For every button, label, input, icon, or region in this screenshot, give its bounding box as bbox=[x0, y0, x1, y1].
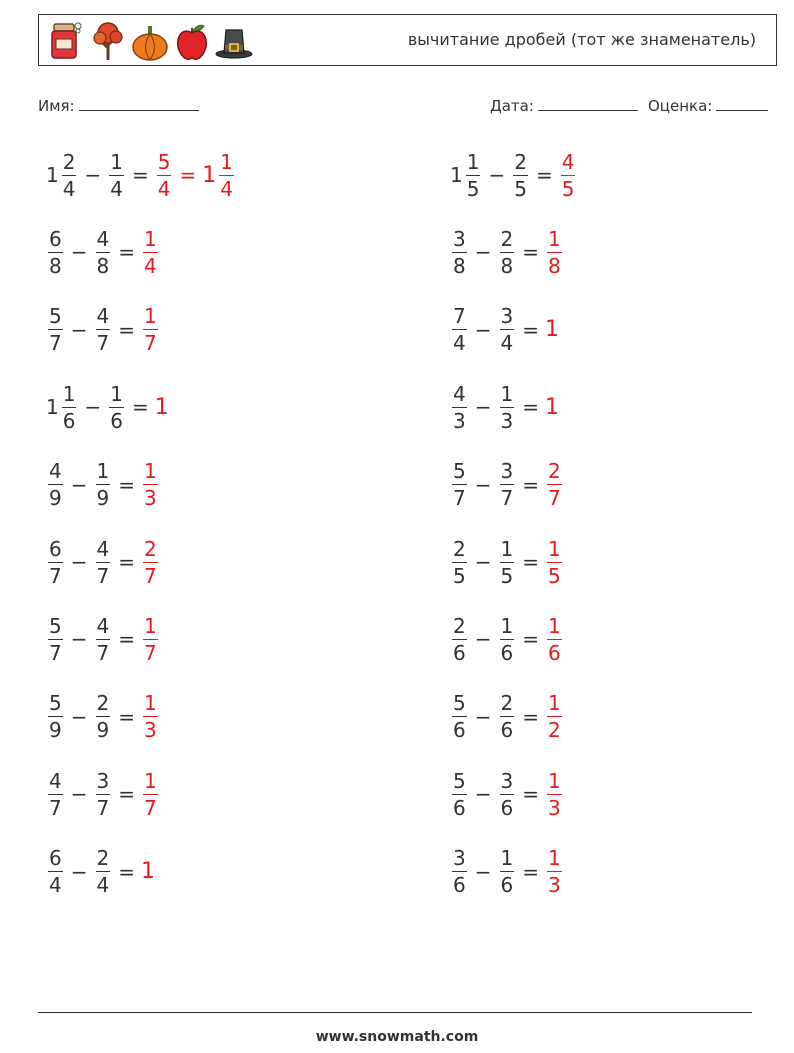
denominator: 5 bbox=[514, 176, 527, 201]
problem-15 bbox=[46, 685, 160, 749]
denominator: 9 bbox=[49, 718, 62, 743]
numerator: 3 bbox=[500, 304, 514, 329]
minus-sign: − bbox=[70, 472, 88, 497]
subtrahend-fraction bbox=[500, 226, 515, 278]
numerator: 2 bbox=[96, 691, 110, 716]
worksheet-title: вычитание дробей (тот же знаменатель) bbox=[407, 30, 756, 49]
minuend-fraction bbox=[48, 536, 63, 588]
numerator: 1 bbox=[96, 459, 110, 484]
numerator: 5 bbox=[49, 691, 62, 716]
equals-sign: = bbox=[118, 472, 135, 497]
equals-sign: = bbox=[131, 163, 149, 187]
problem-8 bbox=[450, 375, 559, 439]
answer-fraction bbox=[561, 149, 576, 201]
denominator: 8 bbox=[548, 253, 561, 278]
denominator: 6 bbox=[500, 718, 514, 743]
problem-4 bbox=[450, 220, 564, 284]
numerator: 1 bbox=[548, 691, 561, 716]
numerator: 2 bbox=[453, 613, 466, 638]
equals-sign: = bbox=[118, 782, 135, 807]
minuend-fraction bbox=[452, 536, 467, 588]
date-field bbox=[490, 96, 638, 115]
minus-sign: − bbox=[70, 782, 88, 807]
numerator: 3 bbox=[96, 768, 110, 793]
answer-fraction bbox=[143, 459, 158, 511]
denominator: 7 bbox=[49, 640, 62, 665]
denominator: 8 bbox=[500, 253, 514, 278]
problem-19 bbox=[46, 840, 155, 904]
minuend-whole: 1 bbox=[46, 395, 59, 420]
equals-sign-mixed: = bbox=[179, 163, 197, 187]
subtrahend-fraction bbox=[500, 768, 515, 820]
pilgrim-hat-icon bbox=[215, 20, 253, 62]
denominator: 4 bbox=[144, 253, 157, 278]
answer bbox=[155, 149, 236, 201]
minus-sign: − bbox=[474, 550, 492, 574]
answer-fraction bbox=[143, 226, 158, 278]
footer-url: www.snowmath.com bbox=[315, 1029, 479, 1045]
problem-9 bbox=[46, 453, 160, 517]
denominator: 5 bbox=[466, 176, 480, 201]
subtrahend-fraction bbox=[96, 459, 111, 511]
denominator: 3 bbox=[548, 795, 561, 820]
problem-3 bbox=[46, 220, 160, 284]
subtrahend-fraction bbox=[109, 149, 124, 201]
subtrahend-fraction bbox=[96, 304, 111, 356]
denominator: 7 bbox=[96, 795, 110, 820]
answer-fraction bbox=[547, 536, 562, 588]
subtrahend-fraction bbox=[513, 149, 528, 201]
numerator: 6 bbox=[49, 536, 62, 561]
subtrahend-fraction bbox=[500, 304, 515, 356]
numerator: 7 bbox=[453, 304, 466, 329]
footer-divider bbox=[38, 1012, 752, 1013]
denominator: 4 bbox=[62, 176, 76, 201]
answer-integer: 1 bbox=[141, 859, 155, 885]
denominator: 4 bbox=[500, 331, 514, 356]
denominator: 7 bbox=[96, 640, 110, 665]
header-icons bbox=[47, 20, 253, 62]
denominator: 7 bbox=[144, 331, 157, 356]
numerator: 5 bbox=[49, 304, 62, 329]
equals-sign: = bbox=[522, 627, 539, 652]
problem-2 bbox=[450, 143, 577, 207]
score-label: Оценка: bbox=[648, 97, 713, 115]
numerator: 1 bbox=[548, 846, 561, 871]
minus-sign: − bbox=[474, 704, 492, 729]
numerator: 4 bbox=[49, 459, 62, 484]
minuend-fraction bbox=[452, 459, 467, 511]
answer-fraction bbox=[143, 691, 158, 743]
denominator: 6 bbox=[548, 640, 561, 665]
numerator: 5 bbox=[453, 691, 466, 716]
minuend-fraction bbox=[48, 846, 63, 898]
problem-6 bbox=[450, 298, 559, 362]
answer bbox=[141, 536, 160, 588]
minuend-fraction bbox=[466, 149, 481, 201]
problem-16 bbox=[450, 685, 564, 749]
equals-sign: = bbox=[118, 704, 135, 729]
denominator: 6 bbox=[500, 640, 514, 665]
problem-13 bbox=[46, 607, 160, 671]
numerator: 6 bbox=[49, 846, 62, 871]
score-blank[interactable] bbox=[716, 96, 768, 111]
numerator: 1 bbox=[144, 613, 157, 638]
subtrahend-fraction bbox=[96, 536, 111, 588]
minuend-fraction bbox=[452, 381, 467, 433]
equals-sign: = bbox=[522, 859, 539, 884]
denominator: 9 bbox=[96, 718, 110, 743]
numerator: 4 bbox=[453, 381, 466, 406]
subtrahend-fraction bbox=[500, 381, 515, 433]
problem-1 bbox=[46, 143, 236, 207]
equals-sign: = bbox=[118, 550, 135, 574]
denominator: 7 bbox=[49, 331, 62, 356]
minuend-whole: 1 bbox=[450, 163, 463, 187]
answer bbox=[155, 395, 169, 420]
numerator: 1 bbox=[500, 613, 514, 638]
denominator: 7 bbox=[548, 486, 561, 511]
answer-fraction bbox=[547, 768, 562, 820]
minus-sign: − bbox=[474, 782, 492, 807]
denominator: 4 bbox=[453, 331, 466, 356]
minuend-fraction bbox=[452, 304, 467, 356]
minuend-fraction bbox=[62, 149, 77, 201]
answer bbox=[141, 691, 160, 743]
subtrahend-fraction bbox=[500, 536, 515, 588]
numerator: 4 bbox=[96, 536, 110, 561]
answer bbox=[545, 613, 564, 665]
answer bbox=[545, 536, 564, 588]
minus-sign: − bbox=[84, 163, 102, 187]
answer-fraction bbox=[547, 459, 562, 511]
answer bbox=[545, 395, 559, 420]
equals-sign: = bbox=[522, 704, 539, 729]
denominator: 4 bbox=[157, 176, 171, 201]
denominator: 3 bbox=[144, 718, 157, 743]
minuend-fraction bbox=[62, 381, 77, 433]
answer-fraction bbox=[547, 613, 562, 665]
numerator: 1 bbox=[144, 226, 157, 251]
date-label: Дата: bbox=[490, 97, 534, 115]
minuend-fraction bbox=[452, 613, 467, 665]
jam-jar-icon bbox=[47, 20, 85, 62]
answer bbox=[141, 613, 160, 665]
numerator: 1 bbox=[500, 536, 514, 561]
subtrahend-fraction bbox=[500, 459, 515, 511]
equals-sign: = bbox=[131, 395, 149, 420]
autumn-tree-icon bbox=[89, 20, 127, 62]
denominator: 6 bbox=[453, 640, 466, 665]
subtrahend-fraction bbox=[109, 381, 124, 433]
answer-fraction bbox=[143, 304, 158, 356]
numerator: 2 bbox=[500, 691, 514, 716]
denominator: 3 bbox=[453, 408, 466, 433]
header-box bbox=[38, 14, 777, 66]
denominator: 3 bbox=[548, 873, 561, 898]
denominator: 5 bbox=[500, 563, 514, 588]
equals-sign: = bbox=[118, 317, 135, 342]
numerator: 3 bbox=[453, 846, 466, 871]
denominator: 6 bbox=[110, 408, 123, 433]
pumpkin-icon bbox=[131, 20, 169, 62]
answer-integer: 1 bbox=[545, 394, 559, 420]
numerator: 4 bbox=[49, 768, 62, 793]
numerator: 1 bbox=[548, 226, 561, 251]
equals-sign: = bbox=[118, 240, 135, 265]
numerator: 1 bbox=[144, 691, 157, 716]
denominator: 4 bbox=[220, 176, 233, 201]
numerator: 4 bbox=[561, 149, 575, 174]
numerator: 2 bbox=[453, 536, 466, 561]
numerator: 2 bbox=[62, 149, 76, 174]
name-field bbox=[38, 96, 199, 115]
problem-17 bbox=[46, 762, 160, 826]
numerator: 3 bbox=[453, 226, 466, 251]
denominator: 8 bbox=[453, 253, 466, 278]
apple-icon bbox=[173, 20, 211, 62]
minus-sign: − bbox=[84, 395, 102, 420]
name-label: Имя: bbox=[38, 97, 75, 115]
minus-sign: − bbox=[474, 859, 492, 884]
numerator: 1 bbox=[500, 381, 514, 406]
numerator: 4 bbox=[96, 613, 110, 638]
denominator: 6 bbox=[62, 408, 76, 433]
equals-sign: = bbox=[522, 317, 539, 342]
problem-18 bbox=[450, 762, 564, 826]
denominator: 9 bbox=[49, 486, 62, 511]
equals-sign: = bbox=[522, 782, 539, 807]
answer-fraction bbox=[143, 613, 158, 665]
minus-sign: − bbox=[474, 627, 492, 652]
numerator: 2 bbox=[500, 226, 514, 251]
subtrahend-fraction bbox=[96, 226, 111, 278]
minus-sign: − bbox=[70, 317, 88, 342]
denominator: 7 bbox=[144, 563, 157, 588]
denominator: 3 bbox=[500, 408, 514, 433]
name-blank[interactable] bbox=[79, 96, 199, 111]
problem-12 bbox=[450, 530, 564, 594]
denominator: 7 bbox=[49, 563, 62, 588]
answer-fraction bbox=[547, 846, 562, 898]
minus-sign: − bbox=[474, 317, 492, 342]
denominator: 2 bbox=[548, 718, 561, 743]
subtrahend-fraction bbox=[96, 846, 111, 898]
answer-fraction bbox=[143, 536, 158, 588]
minus-sign: − bbox=[474, 472, 492, 497]
denominator: 4 bbox=[110, 176, 123, 201]
minus-sign: − bbox=[70, 627, 88, 652]
mixed-whole: 1 bbox=[202, 162, 217, 188]
denominator: 7 bbox=[500, 486, 514, 511]
numerator: 1 bbox=[144, 304, 157, 329]
answer bbox=[545, 459, 564, 511]
denominator: 3 bbox=[144, 486, 157, 511]
problem-14 bbox=[450, 607, 564, 671]
minuend-fraction bbox=[48, 304, 63, 356]
numerator: 5 bbox=[453, 459, 466, 484]
numerator: 5 bbox=[453, 768, 466, 793]
equals-sign: = bbox=[522, 550, 539, 574]
numerator: 1 bbox=[110, 381, 123, 406]
denominator: 6 bbox=[453, 795, 466, 820]
answer-fraction bbox=[157, 149, 172, 201]
answer bbox=[545, 226, 564, 278]
numerator: 1 bbox=[548, 613, 561, 638]
minuend-fraction bbox=[48, 768, 63, 820]
answer bbox=[545, 691, 564, 743]
denominator: 4 bbox=[96, 873, 110, 898]
denominator: 6 bbox=[500, 795, 514, 820]
denominator: 7 bbox=[96, 563, 110, 588]
minuend-fraction bbox=[48, 226, 63, 278]
subtrahend-fraction bbox=[96, 613, 111, 665]
subtrahend-fraction bbox=[500, 613, 515, 665]
mixed-fraction bbox=[219, 149, 234, 201]
problem-20 bbox=[450, 840, 564, 904]
numerator: 4 bbox=[96, 304, 110, 329]
numerator: 4 bbox=[96, 226, 110, 251]
equals-sign: = bbox=[522, 472, 539, 497]
denominator: 5 bbox=[548, 563, 561, 588]
minus-sign: − bbox=[488, 163, 506, 187]
answer-integer: 1 bbox=[545, 317, 559, 343]
subtrahend-fraction bbox=[500, 691, 515, 743]
equals-sign: = bbox=[118, 627, 135, 652]
numerator: 6 bbox=[49, 226, 62, 251]
numerator: 5 bbox=[157, 149, 171, 174]
minuend-fraction bbox=[452, 768, 467, 820]
answer-fraction bbox=[143, 768, 158, 820]
equals-sign: = bbox=[535, 163, 553, 187]
problem-11 bbox=[46, 530, 160, 594]
minuend-fraction bbox=[48, 459, 63, 511]
problem-10 bbox=[450, 453, 564, 517]
answer bbox=[141, 859, 155, 884]
numerator: 1 bbox=[548, 768, 561, 793]
numerator: 2 bbox=[96, 846, 110, 871]
minus-sign: − bbox=[70, 550, 88, 574]
minus-sign: − bbox=[474, 240, 492, 265]
numerator: 1 bbox=[110, 149, 123, 174]
denominator: 7 bbox=[144, 640, 157, 665]
numerator: 1 bbox=[144, 459, 157, 484]
numerator: 2 bbox=[514, 149, 527, 174]
numerator: 3 bbox=[500, 459, 514, 484]
answer bbox=[559, 149, 578, 201]
date-blank[interactable] bbox=[538, 96, 638, 111]
denominator: 6 bbox=[453, 718, 466, 743]
numerator: 3 bbox=[500, 768, 514, 793]
denominator: 7 bbox=[96, 331, 110, 356]
subtrahend-fraction bbox=[96, 691, 111, 743]
minuend-fraction bbox=[452, 691, 467, 743]
numerator: 5 bbox=[49, 613, 62, 638]
minuend-whole: 1 bbox=[46, 163, 59, 187]
minus-sign: − bbox=[70, 240, 88, 265]
answer bbox=[141, 304, 160, 356]
minus-sign: − bbox=[70, 704, 88, 729]
subtrahend-fraction bbox=[500, 846, 515, 898]
denominator: 5 bbox=[561, 176, 575, 201]
answer bbox=[141, 226, 160, 278]
answer-fraction bbox=[547, 691, 562, 743]
denominator: 4 bbox=[49, 873, 62, 898]
numerator: 1 bbox=[500, 846, 514, 871]
minus-sign: − bbox=[70, 859, 88, 884]
answer bbox=[141, 768, 160, 820]
minuend-fraction bbox=[452, 226, 467, 278]
denominator: 9 bbox=[96, 486, 110, 511]
problem-7 bbox=[46, 375, 169, 439]
minus-sign: − bbox=[474, 395, 492, 420]
numerator: 1 bbox=[548, 536, 561, 561]
equals-sign: = bbox=[522, 240, 539, 265]
numerator: 1 bbox=[220, 149, 233, 174]
answer-fraction bbox=[547, 226, 562, 278]
denominator: 8 bbox=[49, 253, 62, 278]
numerator: 1 bbox=[144, 768, 157, 793]
answer bbox=[545, 317, 559, 342]
problem-5 bbox=[46, 298, 160, 362]
subtrahend-fraction bbox=[96, 768, 111, 820]
score-field bbox=[648, 96, 768, 115]
answer-integer: 1 bbox=[154, 394, 169, 420]
numerator: 2 bbox=[144, 536, 157, 561]
answer bbox=[545, 846, 564, 898]
numerator: 2 bbox=[548, 459, 561, 484]
denominator: 7 bbox=[144, 795, 157, 820]
denominator: 5 bbox=[453, 563, 466, 588]
minuend-fraction bbox=[452, 846, 467, 898]
denominator: 8 bbox=[96, 253, 110, 278]
answer bbox=[141, 459, 160, 511]
equals-sign: = bbox=[118, 859, 135, 884]
numerator: 1 bbox=[62, 381, 76, 406]
denominator: 6 bbox=[453, 873, 466, 898]
numerator: 1 bbox=[466, 149, 480, 174]
minuend-fraction bbox=[48, 613, 63, 665]
answer bbox=[545, 768, 564, 820]
denominator: 7 bbox=[49, 795, 62, 820]
denominator: 6 bbox=[500, 873, 514, 898]
minuend-fraction bbox=[48, 691, 63, 743]
denominator: 7 bbox=[453, 486, 466, 511]
equals-sign: = bbox=[522, 395, 539, 420]
